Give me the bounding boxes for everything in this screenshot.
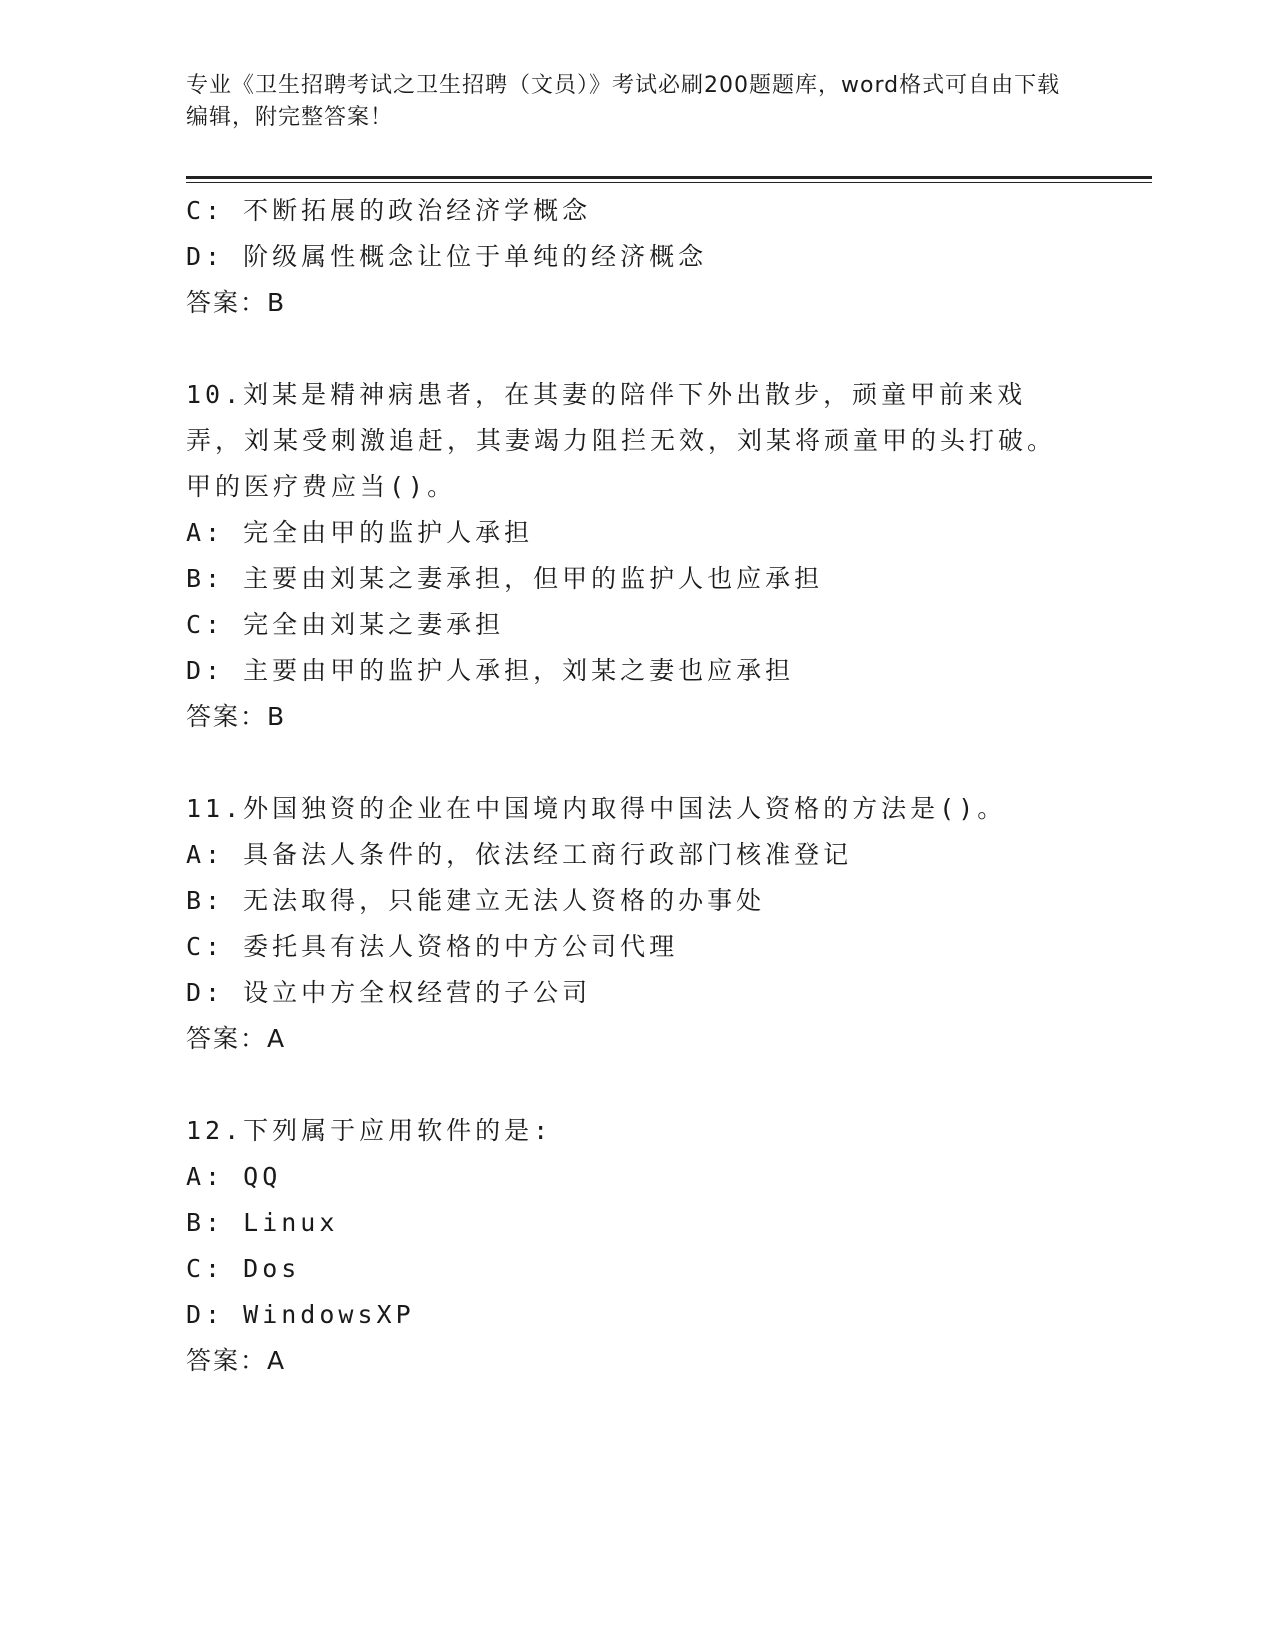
question-list (186, 188, 1146, 1384)
option-c: C: Dos (186, 1254, 301, 1283)
answer: 答案：B (186, 702, 287, 731)
option-d: D: 主要由甲的监护人承担，刘某之妻也应承担 (186, 656, 795, 685)
option-a: A: QQ (186, 1162, 282, 1191)
question-10 (186, 372, 1146, 740)
spacer (186, 740, 1146, 786)
option-c: C: 完全由刘某之妻承担 (186, 610, 505, 639)
option-a: A: 完全由甲的监护人承担 (186, 518, 534, 547)
header-divider-thick (186, 176, 1152, 179)
question-stem: 11.外国独资的企业在中国境内取得中国法人资格的方法是()。 (186, 794, 1007, 823)
answer: 答案：B (186, 288, 287, 317)
option-b: B: 主要由刘某之妻承担，但甲的监护人也应承担 (186, 564, 824, 593)
option-d: D: 阶级属性概念让位于单纯的经济概念 (186, 242, 708, 271)
spacer (186, 1062, 1146, 1108)
option-a: A: 具备法人条件的，依法经工商行政部门核准登记 (186, 840, 853, 869)
question-stem: 12.下列属于应用软件的是: (186, 1116, 553, 1145)
answer: 答案：A (186, 1024, 287, 1053)
header-divider-thin (186, 182, 1152, 183)
option-b: B: Linux (186, 1208, 339, 1237)
option-d: D: WindowsXP (186, 1300, 415, 1329)
option-d: D: 设立中方全权经营的子公司 (186, 978, 592, 1007)
document-header: 专业《卫生招聘考试之卫生招聘（文员）》考试必刷200题题库，word格式可自由下载编辑，附完整答案！ (186, 73, 1061, 130)
previous-question-tail (186, 188, 1146, 326)
question-12 (186, 1108, 1146, 1384)
question-11 (186, 786, 1146, 1062)
question-stem: 10.刘某是精神病患者，在其妻的陪伴下外出散步，顽童甲前来戏弄，刘某受刺激追赶，其妻竭力阻拦无效，刘某将顽童甲的头打破。甲的医疗费应当()。 (186, 380, 1057, 501)
option-b: B: 无法取得，只能建立无法人资格的办事处 (186, 886, 766, 915)
spacer (186, 326, 1146, 372)
option-c: C: 委托具有法人资格的中方公司代理 (186, 932, 679, 961)
option-c: C: 不断拓展的政治经济学概念 (186, 196, 592, 225)
answer: 答案：A (186, 1346, 287, 1375)
